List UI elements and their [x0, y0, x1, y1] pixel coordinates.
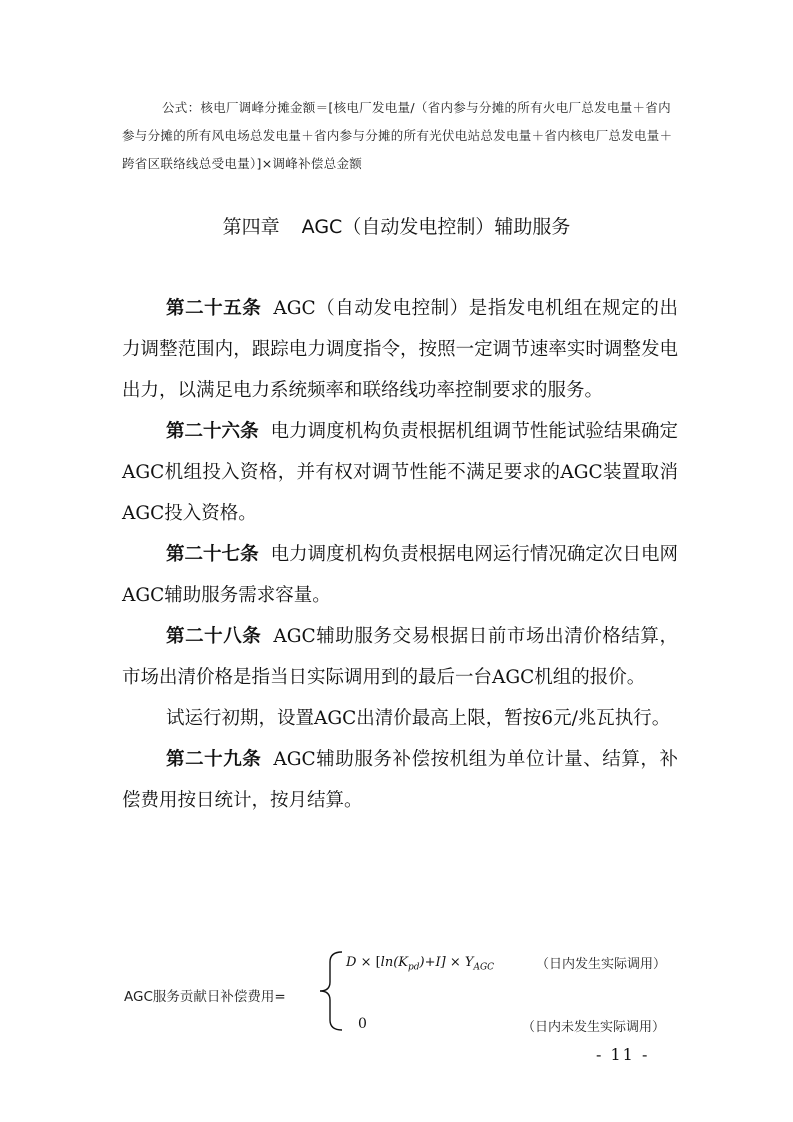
formula-condition-invoked: （日内发生实际调用） [536, 957, 667, 972]
chapter-title [0, 212, 793, 239]
article-text: 电力调度机构负责根据电网运行情况确定次日电网AGC辅助服务需求容量。 [122, 544, 678, 606]
chapter-number: 第四章 [222, 216, 280, 238]
article-number: 第二十五条 [166, 298, 262, 319]
article-text: 试运行初期，设置AGC出清价最高上限，暂按6元/兆瓦执行。 [166, 708, 671, 729]
article-number: 第二十六条 [166, 421, 259, 442]
article-text: AGC辅助服务补偿按机组为单位计量、结算，补偿费用按日统计，按月结算。 [122, 749, 678, 811]
article-paragraph [122, 288, 678, 411]
formula-case-not-invoked: 0 [358, 1016, 367, 1032]
article-paragraph [122, 698, 678, 739]
page-number: - 11 - [596, 1045, 650, 1064]
article-text: AGC（自动发电控制）是指发电机组在规定的出力调整范围内，跟踪电力调度指令，按照一定调节速率实时调整发电出力，以满足电力系统频率和联络线功率控制要求的服务。 [122, 298, 678, 401]
article-text: AGC辅助服务交易根据日前市场出清价格结算，市场出清价格是指当日实际调用到的最后一台AGC机组的报价。 [122, 626, 678, 688]
formula-note: 公式：核电厂调峰分摊金额＝[核电厂发电量/（省内参与分摊的所有火电厂总发电量＋省内参与分摊的所有风电场总发电量＋省内参与分摊的所有光伏电站总发电量＋省内核电厂总发电量＋跨省区联络线总受电量）]×调峰补偿总金额 [122, 100, 673, 171]
article-paragraph [122, 739, 678, 821]
article-body [122, 288, 678, 821]
article-paragraph [122, 411, 678, 534]
article-paragraph [122, 534, 678, 616]
article-text: 电力调度机构负责根据机组调节性能试验结果确定AGC机组投入资格，并有权对调节性能不满足要求的AGC装置取消AGC投入资格。 [122, 421, 678, 524]
left-brace [318, 950, 346, 1032]
formula-case-invoked: $D \times [\ln(K_{pd})+I] \times Y_{AGC}$ [346, 955, 495, 973]
article-number: 第二十七条 [166, 544, 259, 565]
article-number: 第二十九条 [166, 749, 262, 770]
article-paragraph [122, 616, 678, 698]
formula-label: AGC服务贡献日补偿费用= [124, 989, 286, 1005]
formula-condition-not-invoked: （日内未发生实际调用） [522, 1020, 666, 1035]
chapter-name: AGC（自动发电控制）辅助服务 [301, 216, 571, 238]
article-number: 第二十八条 [166, 626, 262, 647]
